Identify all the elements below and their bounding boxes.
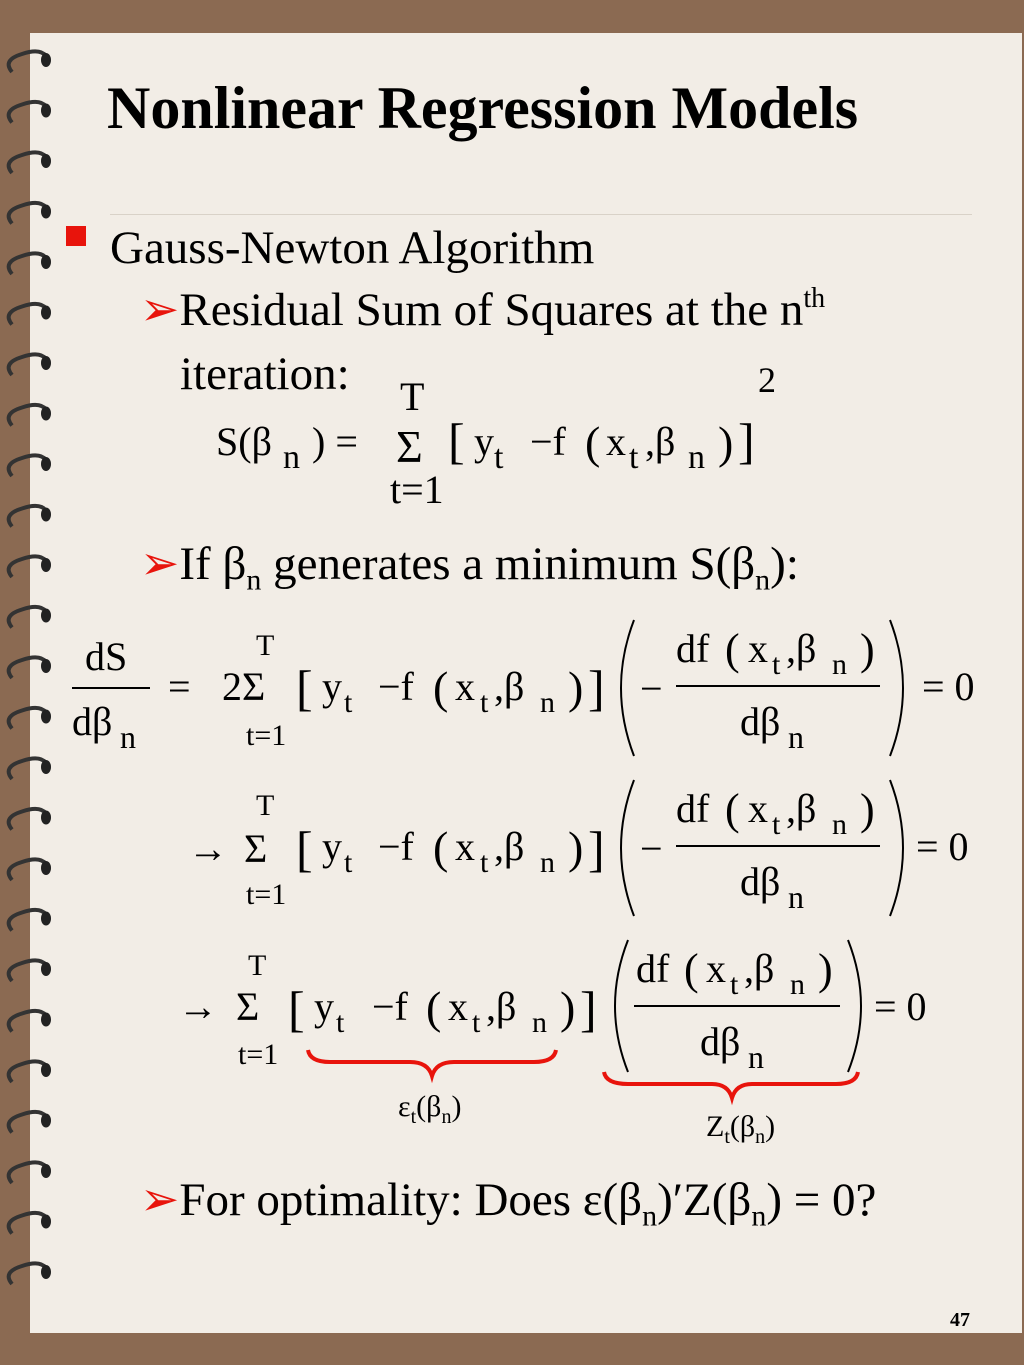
svg-text:) =: ) = <box>312 419 358 464</box>
svg-text:,β: ,β <box>786 786 817 831</box>
bullet-gauss-newton: Gauss-Newton Algorithm <box>110 222 595 274</box>
svg-text:t=1: t=1 <box>390 467 444 512</box>
svg-text:df: df <box>676 626 710 671</box>
svg-text:T: T <box>400 374 425 419</box>
svg-text:n: n <box>283 439 300 476</box>
svg-text:): ) <box>818 945 833 994</box>
svg-text:n: n <box>120 719 136 755</box>
equation-derivative <box>72 620 975 756</box>
svg-text:(: ( <box>433 822 449 873</box>
svg-text:y: y <box>322 824 342 869</box>
svg-text:[: [ <box>448 413 465 469</box>
svg-text:= 0: = 0 <box>922 664 975 709</box>
svg-text:n: n <box>540 686 555 719</box>
svg-text:Σ: Σ <box>396 421 423 472</box>
svg-text:n: n <box>540 846 555 879</box>
svg-text:→: → <box>178 984 218 1029</box>
equation-rss <box>216 360 776 512</box>
svg-text:2: 2 <box>758 360 776 400</box>
svg-text:n: n <box>832 808 847 841</box>
svg-text:): ) <box>860 625 875 674</box>
svg-text:]: ] <box>588 821 605 877</box>
svg-text:T: T <box>248 949 267 982</box>
sub-bullet-residual: ➢Residual Sum of Squares at the $n^{th}$ <box>140 283 826 336</box>
svg-text:dβ: dβ <box>740 699 781 744</box>
svg-text:(: ( <box>426 982 442 1033</box>
arrow-bullet-icon: ➢ <box>140 1174 180 1226</box>
svg-text:n: n <box>688 439 705 476</box>
svg-text:): ) <box>568 662 584 713</box>
svg-text:,β: ,β <box>486 984 517 1029</box>
svg-text:Σ: Σ <box>244 826 268 871</box>
svg-text:= 0: = 0 <box>916 824 969 869</box>
svg-text:t: t <box>494 439 504 476</box>
svg-text:df: df <box>636 946 670 991</box>
svg-text:(: ( <box>725 785 740 834</box>
sub-bullet-residual-cont: iteration: <box>180 348 350 400</box>
svg-text:,β: ,β <box>786 626 817 671</box>
brace-label-z: $Z_t(\beta_n)$ <box>706 1110 776 1148</box>
svg-text:t: t <box>772 808 781 841</box>
svg-text:−: − <box>640 826 663 871</box>
svg-text:n: n <box>788 719 804 755</box>
svg-text:−f: −f <box>378 664 414 709</box>
svg-text:dβ: dβ <box>700 1019 741 1064</box>
equation-arrow-1 <box>188 780 969 916</box>
svg-text:2Σ: 2Σ <box>222 664 266 709</box>
svg-text:df: df <box>676 786 710 831</box>
svg-text:−f: −f <box>530 419 566 464</box>
svg-text:(: ( <box>585 417 601 468</box>
svg-text:−: − <box>640 666 663 711</box>
svg-text:n: n <box>788 879 804 915</box>
svg-text:x: x <box>606 419 626 464</box>
svg-text:t=1: t=1 <box>246 719 287 752</box>
svg-text:=: = <box>168 664 191 709</box>
svg-text:x: x <box>455 664 475 709</box>
svg-text:n: n <box>748 1039 764 1075</box>
svg-text:dβ: dβ <box>72 699 113 744</box>
arrow-bullet-icon: ➢ <box>140 538 180 590</box>
page-number: 47 <box>950 1309 970 1331</box>
svg-text:Σ: Σ <box>236 984 260 1029</box>
slide-title: Nonlinear Regression Models <box>107 75 859 141</box>
svg-text:[: [ <box>296 660 313 716</box>
svg-text:y: y <box>314 984 334 1029</box>
svg-text:[: [ <box>296 821 313 877</box>
svg-text:dβ: dβ <box>740 859 781 904</box>
svg-text:t: t <box>480 686 489 719</box>
svg-text:,β: ,β <box>494 664 525 709</box>
svg-text:t: t <box>336 1006 345 1039</box>
svg-text:S(β: S(β <box>216 419 272 464</box>
svg-text:→: → <box>188 826 228 871</box>
svg-text:(: ( <box>684 945 699 994</box>
svg-text:t: t <box>344 846 353 879</box>
svg-text:): ) <box>718 417 734 468</box>
svg-text:T: T <box>256 789 275 822</box>
svg-text:t=1: t=1 <box>246 878 287 911</box>
svg-text:t: t <box>730 968 739 1001</box>
red-brace-residual <box>308 1050 556 1076</box>
svg-text:−f: −f <box>372 984 408 1029</box>
svg-text:,β: ,β <box>744 946 775 991</box>
red-brace-gradient <box>604 1072 858 1098</box>
svg-text:x: x <box>455 824 475 869</box>
svg-text:x: x <box>748 786 768 831</box>
svg-text:−f: −f <box>378 824 414 869</box>
svg-text:t: t <box>480 846 489 879</box>
svg-text:x: x <box>748 626 768 671</box>
svg-text:(: ( <box>433 662 449 713</box>
svg-text:]: ] <box>588 660 605 716</box>
svg-text:x: x <box>448 984 468 1029</box>
svg-text:dS: dS <box>85 634 128 679</box>
svg-text:(: ( <box>725 625 740 674</box>
svg-text:]: ] <box>580 981 597 1037</box>
svg-text:): ) <box>860 785 875 834</box>
svg-text:n: n <box>790 968 805 1001</box>
svg-text:y: y <box>322 664 342 709</box>
svg-text:x: x <box>706 946 726 991</box>
sub-bullet-optimality: ➢For optimality: Does $\varepsilon(\beta_n)'Z(\beta_n) = 0$? <box>140 1174 877 1233</box>
svg-text:t: t <box>344 686 353 719</box>
svg-text:,β: ,β <box>645 419 676 464</box>
svg-text:n: n <box>532 1006 547 1039</box>
svg-text:t=1: t=1 <box>238 1038 279 1071</box>
svg-text:n: n <box>832 648 847 681</box>
svg-text:t: t <box>472 1006 481 1039</box>
brace-label-epsilon: $\varepsilon_t(\beta_n)$ <box>398 1090 462 1128</box>
sub-bullet-minimum: ➢If $\beta_n$ generates a minimum $S(\beta_n)$: <box>140 538 799 597</box>
svg-text:): ) <box>568 822 584 873</box>
svg-text:= 0: = 0 <box>874 984 927 1029</box>
svg-text:[: [ <box>288 981 305 1037</box>
svg-text:t: t <box>629 439 639 476</box>
svg-text:y: y <box>474 419 494 464</box>
svg-text:t: t <box>772 648 781 681</box>
svg-text:]: ] <box>738 413 755 469</box>
svg-text:,β: ,β <box>494 824 525 869</box>
arrow-bullet-icon: ➢ <box>140 284 180 336</box>
svg-text:): ) <box>560 982 576 1033</box>
svg-text:T: T <box>256 629 275 662</box>
